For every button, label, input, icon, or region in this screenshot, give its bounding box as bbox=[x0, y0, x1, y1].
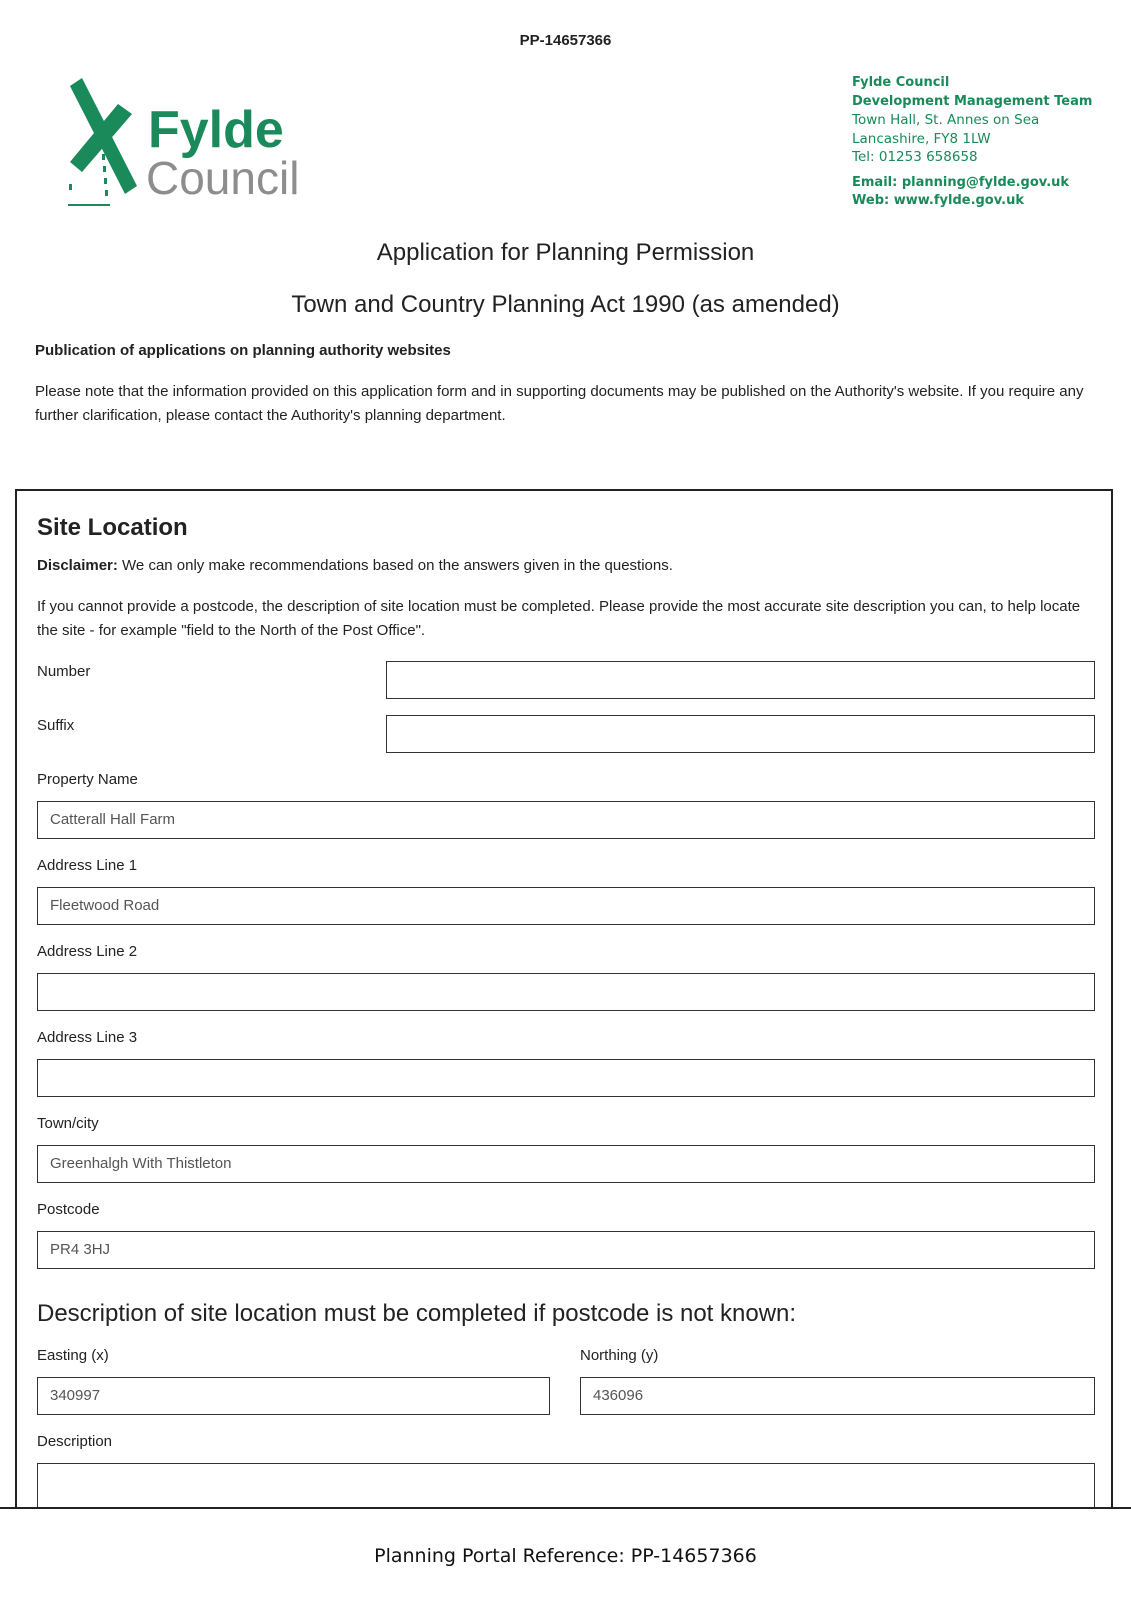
footer-divider bbox=[0, 1507, 1131, 1509]
contact-address-2: Lancashire, FY8 1LW bbox=[852, 130, 991, 147]
address-line-1-label: Address Line 1 bbox=[37, 857, 138, 874]
footer-reference: Planning Portal Reference: PP-14657366 bbox=[374, 1545, 757, 1567]
northing-label: Northing (y) bbox=[580, 1347, 659, 1364]
easting-label: Easting (x) bbox=[37, 1347, 109, 1364]
description-label: Description bbox=[37, 1433, 113, 1450]
town-field[interactable]: Greenhalgh With Thistleton bbox=[37, 1145, 1095, 1183]
contact-org: Fylde Council bbox=[852, 75, 950, 90]
reference-number: PP-14657366 bbox=[519, 32, 612, 49]
publication-heading: Publication of applications on planning authority websites bbox=[35, 342, 451, 359]
property-name-field[interactable]: Catterall Hall Farm bbox=[37, 801, 1095, 839]
town-label: Town/city bbox=[37, 1115, 99, 1132]
property-name-label: Property Name bbox=[37, 771, 138, 788]
description-heading: Description of site location must be completed if postcode is not known: bbox=[37, 1300, 797, 1327]
publication-notice: Please note that the information provided on this application form and in supporting documents may be published on the Authority's website. If you require any further clarification, please contact the Authority's planning department. bbox=[35, 383, 1084, 424]
site-instructions: If you cannot provide a postcode, the description of site location must be completed. Please provide the most accurate site description you can, to help locate the site - for example "field to the North of the Post Office". bbox=[37, 598, 1081, 639]
address-line-2-field[interactable] bbox=[37, 973, 1095, 1011]
disclaimer-text: We can only make recommendations based on the answers given in the questions. bbox=[117, 557, 673, 574]
address-line-3-label: Address Line 3 bbox=[37, 1029, 138, 1046]
address-line-3-field[interactable] bbox=[37, 1059, 1095, 1097]
contact-team: Development Management Team bbox=[852, 93, 1093, 109]
number-field[interactable] bbox=[386, 661, 1095, 699]
page-subtitle: Town and Country Planning Act 1990 (as amended) bbox=[291, 291, 840, 318]
contact-tel: Tel: 01253 658658 bbox=[852, 149, 978, 165]
disclaimer bbox=[37, 557, 673, 574]
council-logo bbox=[62, 76, 312, 211]
logo-word-council: Council bbox=[146, 152, 300, 204]
northing-field[interactable]: 436096 bbox=[580, 1377, 1095, 1415]
address-line-2-label: Address Line 2 bbox=[37, 943, 138, 960]
contact-address-1: Town Hall, St. Annes on Sea bbox=[852, 112, 1040, 128]
easting-field[interactable]: 340997 bbox=[37, 1377, 550, 1415]
description-field[interactable] bbox=[37, 1463, 1095, 1507]
address-line-1-field[interactable]: Fleetwood Road bbox=[37, 887, 1095, 925]
section-title: Site Location bbox=[37, 514, 188, 541]
disclaimer-label: Disclaimer: bbox=[37, 557, 118, 574]
postcode-label: Postcode bbox=[37, 1201, 100, 1218]
suffix-label: Suffix bbox=[37, 717, 75, 734]
number-label: Number bbox=[37, 663, 91, 680]
windmill-icon bbox=[62, 76, 147, 211]
page-title: Application for Planning Permission bbox=[376, 239, 755, 266]
suffix-field[interactable] bbox=[386, 715, 1095, 753]
logo-word-fylde: Fylde bbox=[148, 101, 284, 159]
contact-email[interactable]: Email: planning@fylde.gov.uk bbox=[852, 174, 1070, 190]
postcode-field[interactable]: PR4 3HJ bbox=[37, 1231, 1095, 1269]
contact-web[interactable]: Web: www.fylde.gov.uk bbox=[852, 193, 1024, 208]
council-contact-block bbox=[852, 74, 1092, 211]
